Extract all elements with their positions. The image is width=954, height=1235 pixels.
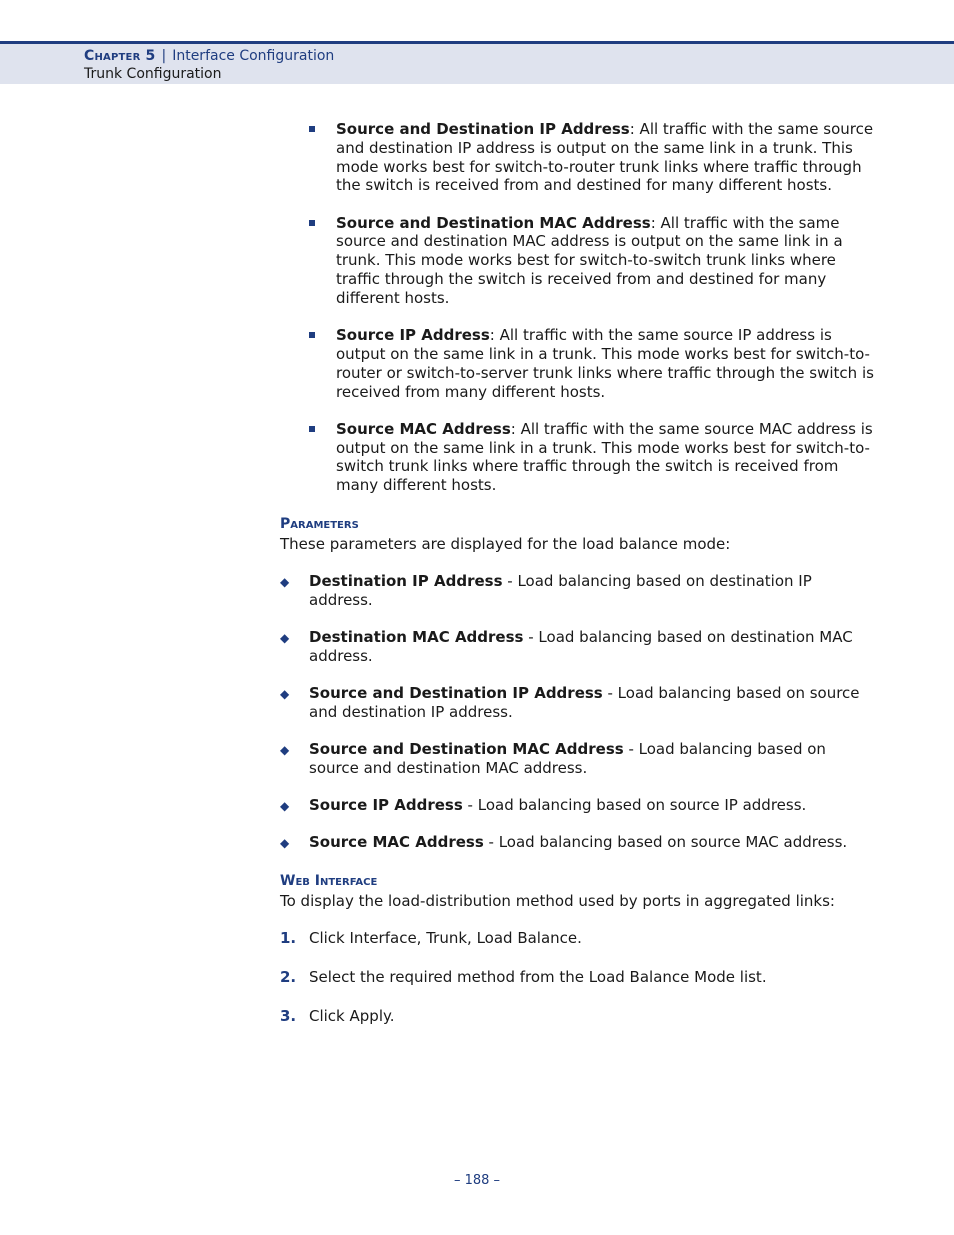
param-desc: - Load balancing based on source and destination MAC address. — [309, 740, 826, 777]
param-term: Source IP Address — [309, 795, 463, 814]
parameters-heading: Parameters — [280, 516, 359, 533]
mode-list — [280, 120, 880, 495]
page-number: – 188 – — [453, 1173, 501, 1188]
diamond-bullet-icon: ◆ — [280, 687, 290, 702]
diamond-bullet-icon: ◆ — [280, 836, 290, 850]
param-desc: - Load balancing based on destination IP address. — [309, 572, 812, 610]
step-text: Select the required method from the Load Balance Mode list. — [309, 967, 767, 986]
list-item — [280, 214, 880, 308]
mode-term: Source MAC Address — [336, 419, 511, 438]
running-header — [0, 41, 954, 84]
list-item — [280, 796, 880, 815]
param-term: Destination MAC Address — [309, 628, 524, 647]
list-item — [280, 684, 880, 722]
chapter-label: Chapter 5 — [84, 48, 156, 64]
diamond-bullet-icon: ◆ — [280, 798, 290, 813]
param-desc: - Load balancing based on source IP address. — [462, 795, 807, 814]
param-term: Source and Destination IP Address — [309, 684, 603, 703]
list-item — [280, 420, 880, 495]
list-item — [280, 572, 880, 610]
step-item — [280, 1007, 880, 1026]
parameters-intro: These parameters are displayed for the load balance mode: — [280, 535, 731, 554]
mode-term: Source IP Address — [336, 326, 490, 345]
chapter-line — [84, 48, 334, 64]
mode-term: Source and Destination IP Address — [336, 120, 630, 138]
param-desc: - Load balancing based on source and destination IP address. — [309, 684, 860, 721]
step-number: 3. — [280, 1006, 297, 1025]
param-desc: - Load balancing based on source MAC address. — [483, 833, 848, 851]
square-bullet-icon — [309, 126, 315, 132]
param-desc: - Load balancing based on destination MAC address. — [309, 628, 853, 666]
section-name: Trunk Configuration — [84, 66, 222, 82]
list-item — [280, 120, 880, 195]
square-bullet-icon — [309, 426, 315, 432]
header-separator: | — [161, 48, 167, 64]
step-item — [280, 929, 880, 948]
list-item — [280, 326, 880, 401]
diamond-bullet-icon: ◆ — [280, 743, 290, 758]
list-item — [280, 740, 880, 778]
step-number: 1. — [280, 929, 297, 948]
param-term: Destination IP Address — [309, 572, 503, 591]
diamond-bullet-icon: ◆ — [280, 575, 290, 590]
step-number: 2. — [280, 967, 297, 986]
web-interface-intro: To display the load-distribution method used by ports in aggregated links: — [280, 891, 835, 910]
mode-desc: : All traffic with the same source and destination MAC address is output on the same link in a trunk. This mode works best for switch-to-switch trunk links where traffic through the switch is received from and destined for many different hosts. — [336, 213, 843, 307]
step-item — [280, 968, 880, 987]
param-term: Source and Destination MAC Address — [309, 740, 624, 759]
mode-desc: : All traffic with the same source IP address is output on the same link in a trunk. This mode works best for switch-to-router or switch-to-server trunk links where traffic through the switch is received from many different hosts. — [336, 326, 874, 401]
list-item — [280, 628, 880, 666]
mode-desc: : All traffic with the same source MAC address is output on the same link in a trunk. This mode works best for switch-to-switch trunk links where traffic through the switch is received from many different hosts. — [336, 419, 873, 495]
diamond-bullet-icon: ◆ — [280, 631, 290, 646]
square-bullet-icon — [309, 220, 315, 226]
mode-term: Source and Destination MAC Address — [336, 213, 651, 232]
web-interface-heading: Web Interface — [280, 872, 378, 889]
step-text: Click Apply. — [309, 1006, 395, 1025]
square-bullet-icon — [309, 332, 315, 338]
step-text: Click Interface, Trunk, Load Balance. — [309, 929, 582, 948]
mode-desc: : All traffic with the same source and destination IP address is output on the same link in a trunk. This mode works best for switch-to-router trunk links where traffic through the switch is received from and destined for many different hosts. — [336, 120, 874, 195]
list-item — [280, 833, 880, 852]
chapter-title: Interface Configuration — [172, 48, 335, 64]
page-body — [280, 120, 880, 1045]
param-term: Source MAC Address — [309, 833, 484, 851]
